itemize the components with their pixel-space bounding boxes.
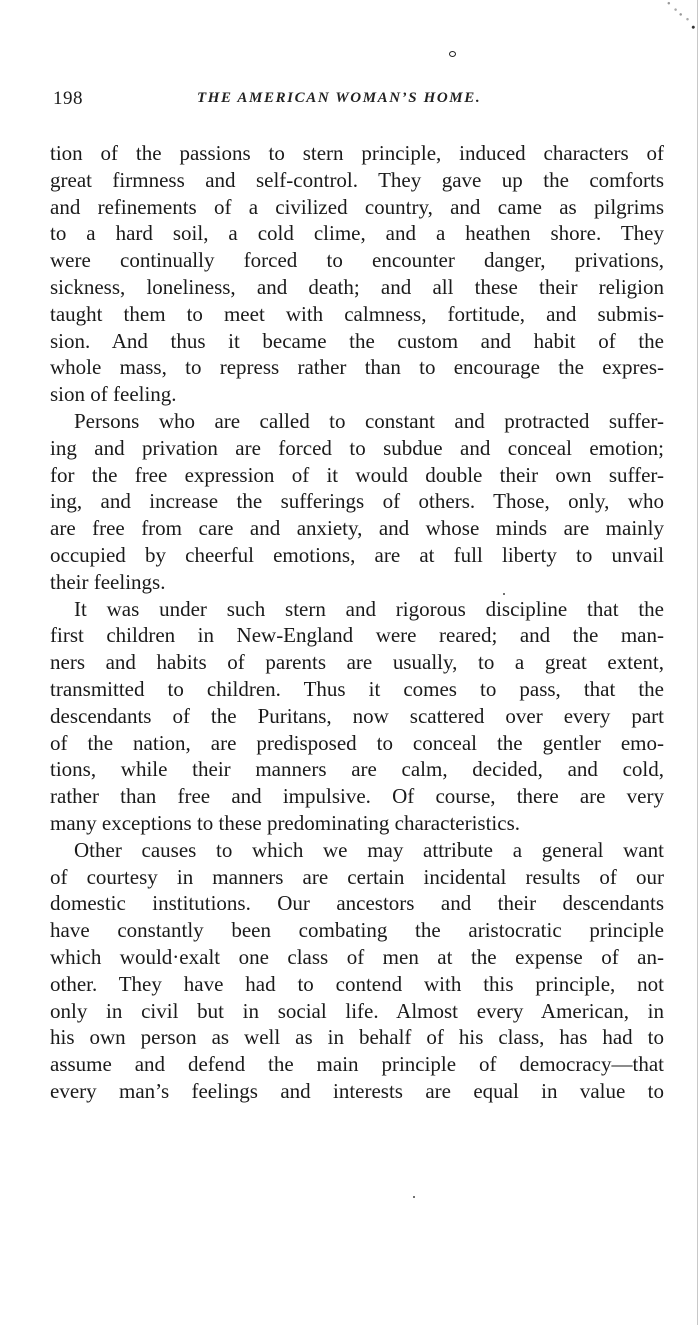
text-line: assume and defend the main principle of democracy—that — [50, 1052, 664, 1077]
text-line: every man’s feelings and interests are equal in value to — [50, 1078, 664, 1103]
text-line: Other causes to which we may attribute a general want — [74, 837, 664, 862]
text-line: of courtesy in manners are certain incidental results of our — [50, 864, 664, 889]
text-line: only in civil but in social life. Almost every American, in — [50, 998, 664, 1023]
ink-speck — [413, 1196, 415, 1198]
text-line: rather than free and impulsive. Of course, there are very — [50, 784, 664, 809]
scan-artifact — [662, 0, 696, 32]
text-line: of the nation, are predisposed to conceal the gentler emo- — [50, 730, 664, 755]
text-line: ners and habits of parents are usually, to a great extent, — [50, 650, 664, 675]
text-line: transmitted to children. Thus it comes to pass, that the — [50, 676, 664, 701]
text-line: tion of the passions to stern principle, induced characters of — [50, 141, 664, 165]
text-line: have constantly been combating the aristocratic principle — [50, 918, 664, 943]
text-line: their feelings. — [50, 569, 166, 594]
text-line: descendants of the Puritans, now scattered over every part — [50, 703, 664, 728]
text-line: tions, while their manners are calm, decided, and cold, — [50, 757, 664, 782]
page-number: 198 — [53, 88, 83, 109]
text-line: domestic institutions. Our ancestors and their descendants — [50, 891, 664, 916]
running-title: THE AMERICAN WOMAN’S HOME. — [197, 90, 482, 106]
page-edge-line — [697, 0, 698, 1325]
paragraph — [50, 140, 664, 408]
text-line: other. They have had to contend with this principle, not — [50, 971, 664, 996]
text-line: great firmness and self-control. They gave up the comforts — [50, 167, 664, 192]
text-line: whole mass, to repress rather than to encourage the expres- — [50, 355, 664, 380]
text-line: many exceptions to these predominating characteristics. — [50, 810, 521, 835]
text-line: sickness, loneliness, and death; and all these their religion — [50, 274, 664, 299]
ornament-mark — [449, 51, 456, 57]
text-line: first children in New-England were reared; and the man- — [50, 623, 664, 648]
ink-speck — [503, 593, 505, 595]
running-head — [53, 88, 653, 118]
text-line: occupied by cheerful emotions, are at full liberty to unvail — [50, 542, 664, 567]
text-line: taught them to meet with calmness, fortitude, and submis- — [50, 301, 664, 326]
text-line: are free from care and anxiety, and whose minds are mainly — [50, 516, 664, 541]
text-line: It was under such stern and rigorous discipline that the — [74, 596, 664, 621]
paragraph — [50, 837, 664, 1105]
text-line: to a hard soil, a cold clime, and a heathen shore. They — [50, 221, 664, 246]
text-line: Persons who are called to constant and protracted suffer- — [74, 408, 664, 433]
text-line: and refinements of a civilized country, and came as pilgrims — [50, 194, 664, 219]
paragraph — [50, 596, 664, 837]
text-line: his own person as well as in behalf of his class, has had to — [50, 1025, 664, 1050]
text-line: for the free expression of it would double their own suffer- — [50, 462, 664, 487]
text-line: were continually forced to encounter danger, privations, — [50, 248, 664, 273]
text-line: sion of feeling. — [50, 382, 177, 407]
paragraph — [50, 408, 664, 596]
text-line: ing and privation are forced to subdue and conceal emotion; — [50, 435, 664, 460]
text-line: which would·exalt one class of men at the expense of an- — [50, 944, 664, 969]
text-line: sion. And thus it became the custom and habit of the — [50, 328, 664, 353]
text-line: ing, and increase the sufferings of others. Those, only, who — [50, 489, 664, 514]
body-text — [50, 140, 664, 1105]
